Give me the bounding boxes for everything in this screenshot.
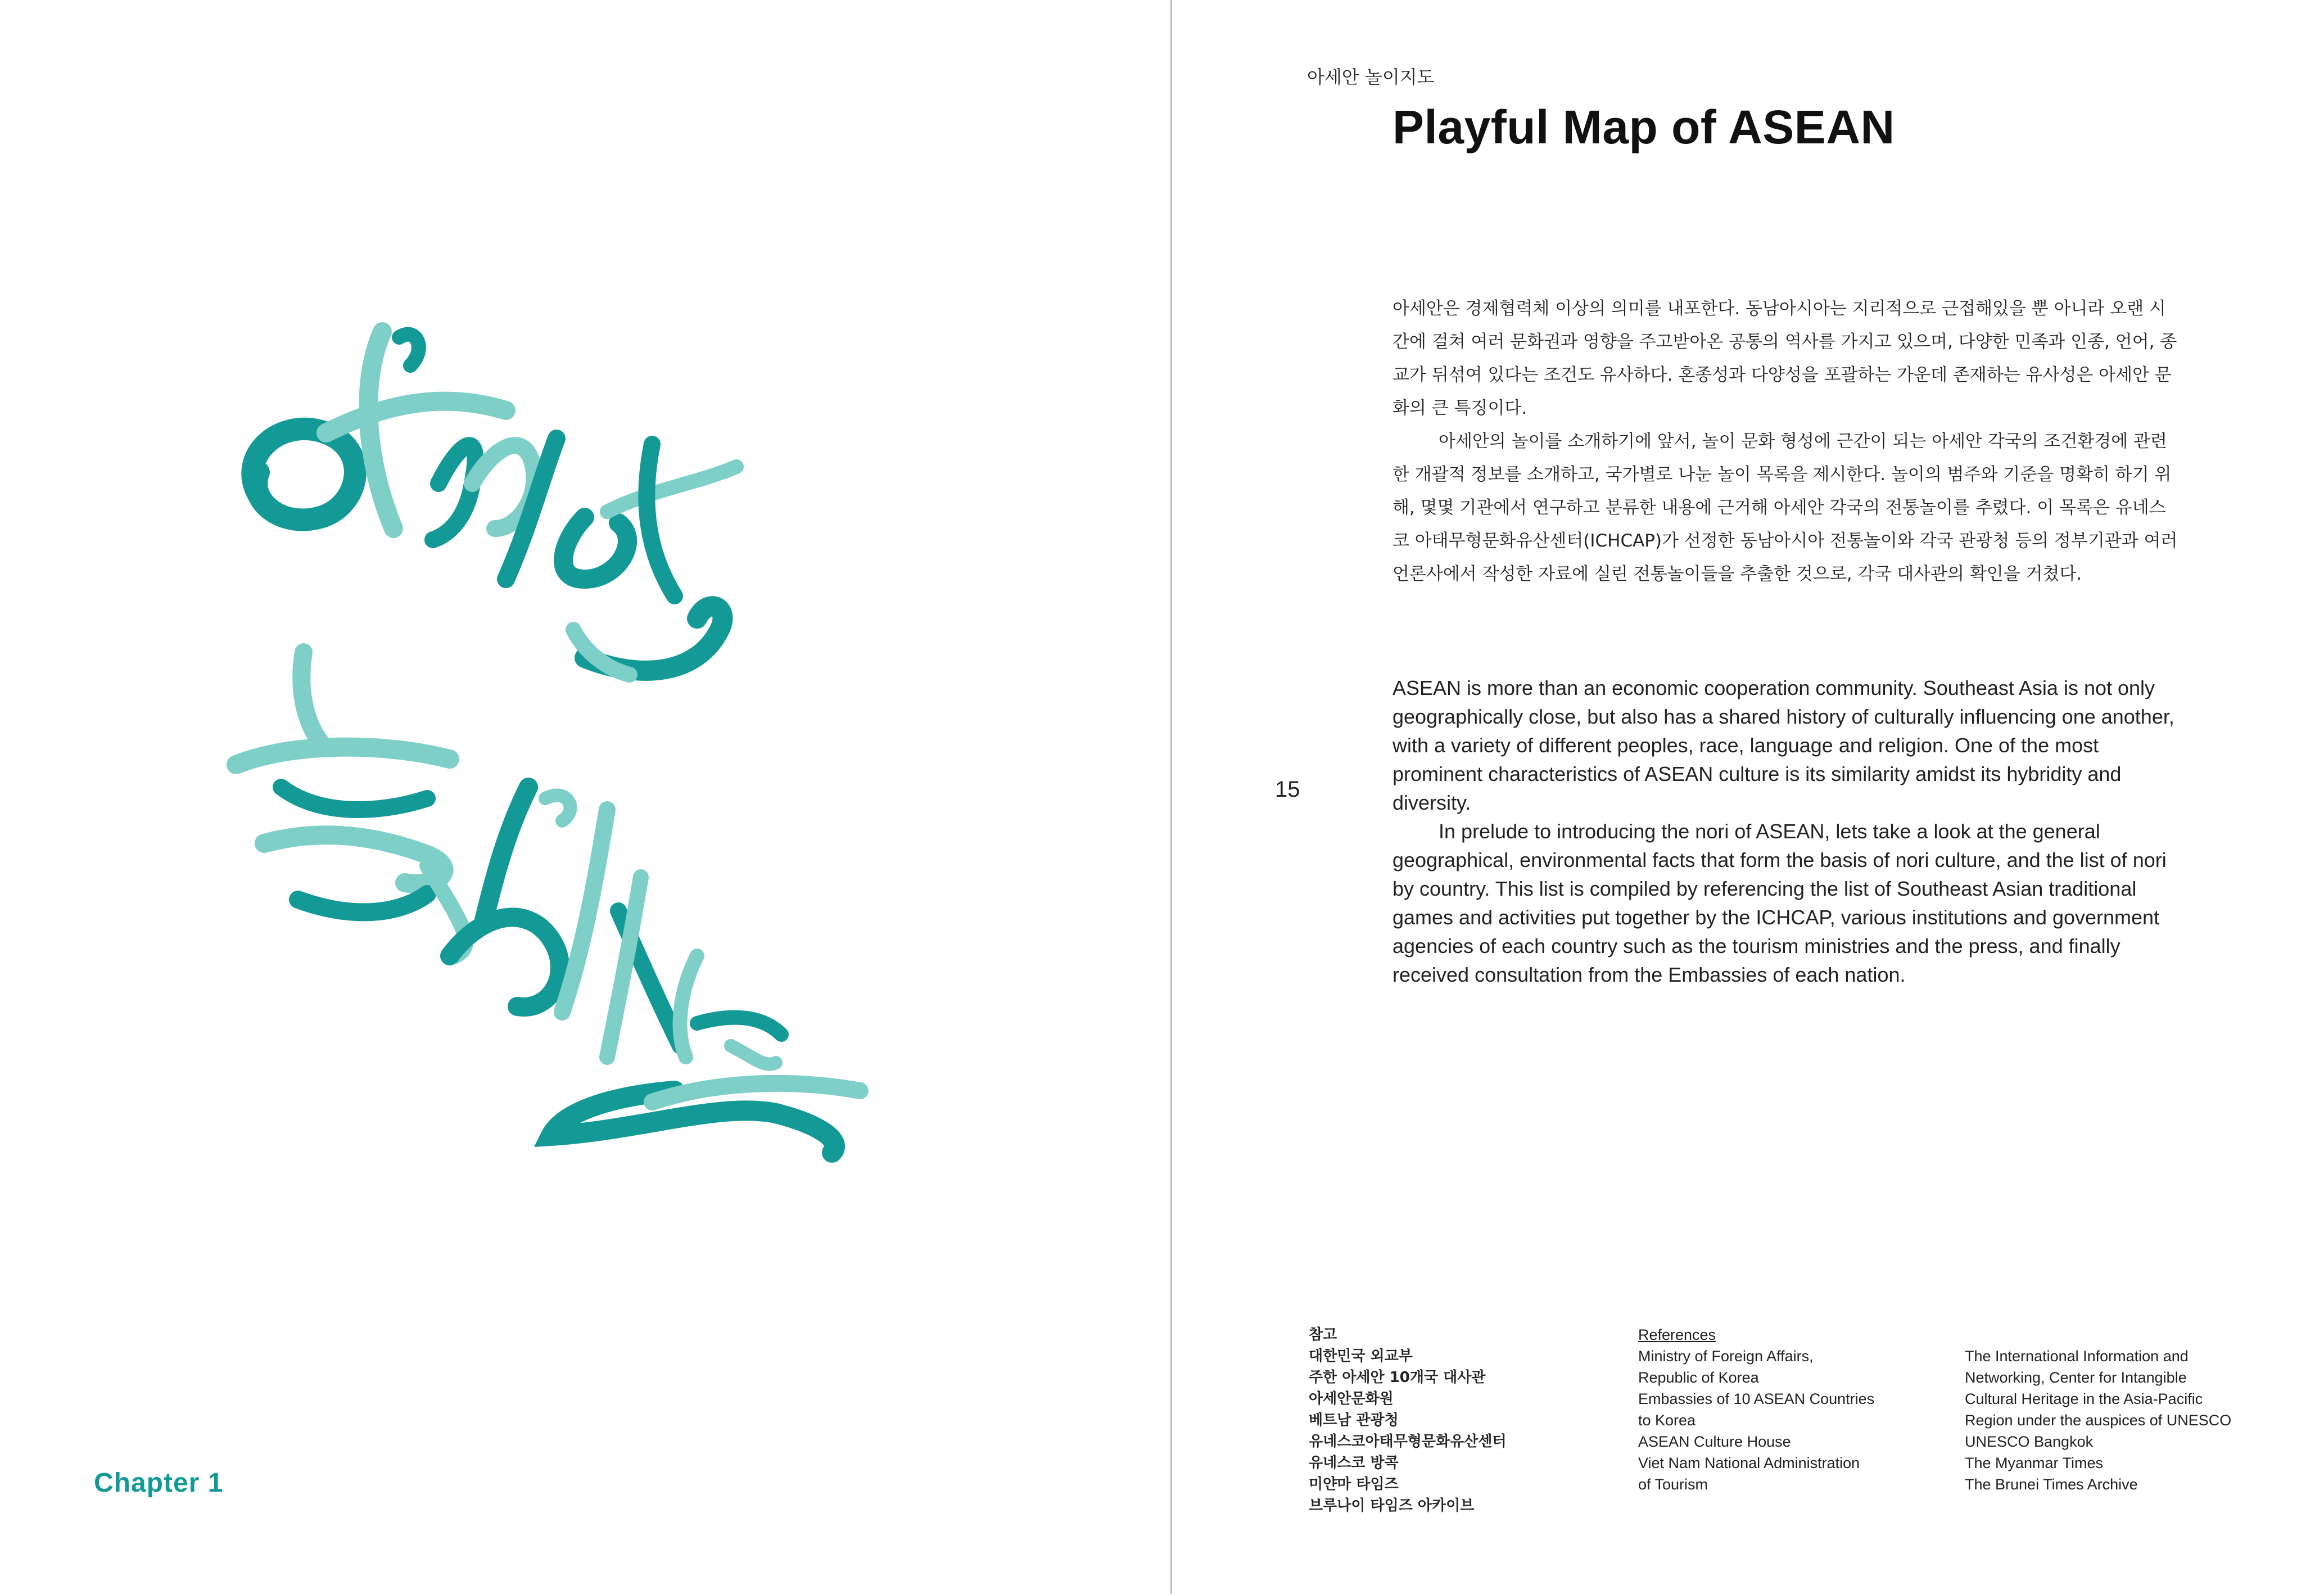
reference-item: ASEAN Culture House <box>1638 1433 1791 1450</box>
calligraphy-first-line <box>252 332 736 675</box>
references-english <box>1638 1324 1953 1495</box>
reference-item: 유네스코아태무형문화유산센터 <box>1309 1433 1507 1450</box>
reference-item: UNESCO Bangkok <box>1965 1433 2094 1450</box>
reference-item: Region under the auspices of UNESCO <box>1965 1412 2232 1429</box>
reference-item: Embassies of 10 ASEAN Countries <box>1638 1390 1875 1407</box>
references-english-list <box>1638 1345 1953 1495</box>
reference-item: 베트남 관광청 <box>1309 1412 1399 1429</box>
english-paragraph: In prelude to introducing the nori of ASEAN, lets take a look at the general geographical, environmental facts that form the basis of nori culture, and the list of nori by country. This list is compiled by referencing the list of Southeast Asian traditional games and activities put together by the ICHCAP, various institutions and government agencies of each country such as the tourism ministries and the press, and finally received consultation from the Embassies of each nation. <box>1392 820 2167 986</box>
book-spine-divider <box>1170 0 1172 1594</box>
korean-paragraph: 아세안의 놀이를 소개하기에 앞서, 놀이 문화 형성에 근간이 되는 아세안 각국의 조건환경에 관련한 개괄적 정보를 소개하고, 국가별로 나눈 놀이 목록을 제시한다. 놀이의 범주와 기준을 명확히 하기 위해, 몇몇 기관에서 연구하고 분류한 내용에 근거해 아세안 각국의 전통놀이를 추렸다. 이 목록은 유네스코 아태무형문화유산센터(ICHCAP)가 선정한 동남아시아 전통놀이와 각국 관광청 등의 정부기관과 여러 언론사에서 작성한 자료에 실린 전통놀이들을 추출한 것으로, 각국 대사관의 확인을 거쳤다. <box>1392 431 2178 584</box>
reference-item: The Brunei Times Archive <box>1965 1476 2138 1493</box>
english-body-text <box>1392 674 2180 989</box>
reference-item: 유네스코 방콕 <box>1309 1455 1399 1471</box>
reference-item: 아세안문화원 <box>1309 1390 1394 1407</box>
calligraphy-second-line <box>236 652 860 1153</box>
reference-item: Viet Nam National Administration <box>1638 1455 1860 1471</box>
references-international <box>1965 1345 2280 1495</box>
reference-item: to Korea <box>1638 1412 1696 1429</box>
reference-item: of Tourism <box>1638 1476 1708 1493</box>
reference-item: 주한 아세안 10개국 대사관 <box>1309 1369 1486 1386</box>
reference-item: Networking, Center for Intangible <box>1965 1369 2187 1386</box>
reference-item: Ministry of Foreign Affairs, <box>1638 1348 1814 1365</box>
korean-paragraph: 아세안은 경제협력체 이상의 의미를 내포한다. 동남아시아는 지리적으로 근접해있을 뿐 아니라 오랜 시간에 걸쳐 여러 문화권과 영향을 주고받아온 공통의 역사를 가지고 있으며, 다양한 민족과 인종, 언어, 종교가 뒤섞여 있다는 조건도 유사하다. 혼종성과 다양성을 포괄하는 가운데 존재하는 유사성은 아세안 문화의 큰 특징이다. <box>1392 299 2177 418</box>
reference-item: 브루나이 타임즈 아카이브 <box>1309 1497 1475 1514</box>
reference-item: The International Information and <box>1965 1348 2189 1365</box>
page-title: Playful Map of ASEAN <box>1392 101 1895 153</box>
reference-item: 미얀마 타임즈 <box>1309 1476 1399 1493</box>
references-international-list <box>1965 1345 2280 1495</box>
calligraphy-artwork <box>214 315 911 1192</box>
references-english-title: References <box>1638 1326 1716 1343</box>
references-korean-title: 참고 <box>1309 1326 1337 1343</box>
korean-body-text <box>1392 292 2180 591</box>
page-number: 15 <box>1275 777 1300 802</box>
references-korean-list <box>1309 1345 1601 1516</box>
chapter-label: Chapter 1 <box>94 1468 224 1498</box>
references-korean <box>1309 1324 1601 1516</box>
reference-item: Cultural Heritage in the Asia-Pacific <box>1965 1390 2203 1407</box>
english-paragraph: ASEAN is more than an economic cooperation community. Southeast Asia is not only geographically close, but also has a shared history of culturally influencing one another, with a variety of different peoples, race, language and religion. One of the most prominent characteristics of ASEAN culture is its similarity amidst its hybridity and diversity. <box>1392 676 2174 814</box>
section-kicker: 아세안 놀이지도 <box>1307 66 1435 88</box>
reference-item: Republic of Korea <box>1638 1369 1759 1386</box>
reference-item: 대한민국 외교부 <box>1309 1348 1413 1365</box>
reference-item: The Myanmar Times <box>1965 1455 2104 1471</box>
